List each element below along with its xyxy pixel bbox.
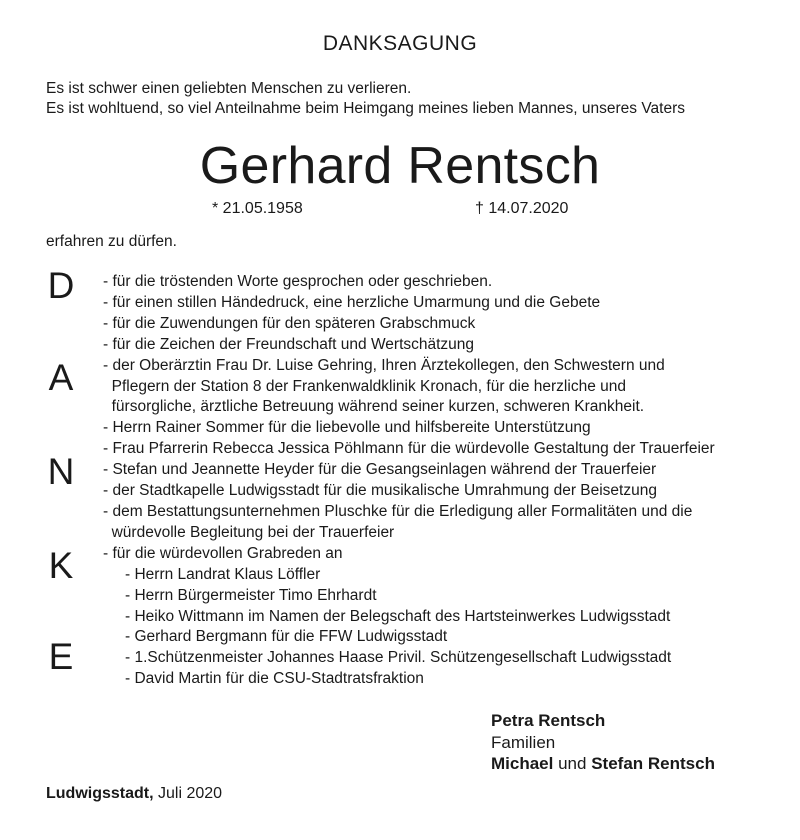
list-item: - für die Zeichen der Freundschaft und Wertschätzung bbox=[103, 335, 475, 353]
list-item: - Frau Pfarrerin Rebecca Jessica Pöhlmann für die würdevolle Gestaltung der Trauerfeier bbox=[103, 440, 715, 458]
list-item: - Herrn Landrat Klaus Löffler bbox=[125, 565, 321, 583]
birth-date: * 21.05.1958 bbox=[212, 200, 303, 217]
list-item: - dem Bestattungsunternehmen Pluschke für die Erledigung aller Formalitäten und die bbox=[103, 502, 693, 520]
page-title: DANKSAGUNG bbox=[322, 32, 478, 55]
thanks-list bbox=[103, 272, 715, 690]
after-name-text: erfahren zu dürfen. bbox=[46, 233, 177, 250]
signature-name-1: Petra Rentsch bbox=[491, 711, 606, 730]
danke-letter-n: N bbox=[47, 451, 75, 492]
list-item: - David Martin für die CSU-Stadtratsfraktion bbox=[125, 670, 424, 688]
list-item: Pflegern der Station 8 der Frankenwaldklinik Kronach, für die herzliche und bbox=[103, 377, 626, 395]
list-item: - für die Zuwendungen für den späteren Grabschmuck bbox=[103, 314, 476, 332]
signature-names-2: Michael und Stefan Rentsch bbox=[491, 754, 715, 773]
signature-families: Familien bbox=[491, 733, 556, 752]
list-item: - Heiko Wittmann im Namen der Belegschaft des Hartsteinwerkes Ludwigsstadt bbox=[125, 607, 671, 625]
intro-line-1: Es ist schwer einen geliebten Menschen zu verlieren. bbox=[46, 80, 412, 97]
list-item: würdevolle Begleitung bei der Trauerfeier bbox=[103, 523, 395, 541]
danke-letter-a: A bbox=[48, 357, 74, 398]
intro-text bbox=[46, 79, 685, 119]
list-item: - 1.Schützenmeister Johannes Haase Privil. Schützengesellschaft Ludwigsstadt bbox=[125, 649, 672, 667]
place-date: Ludwigsstadt, Juli 2020 bbox=[46, 785, 223, 802]
list-item: - für die würdevollen Grabreden an bbox=[103, 544, 343, 562]
list-item: - Stefan und Jeannette Heyder für die Gesangseinlagen während der Trauerfeier bbox=[103, 461, 657, 479]
list-item: - Herrn Bürgermeister Timo Ehrhardt bbox=[125, 586, 377, 604]
danke-letter-k: K bbox=[48, 545, 74, 586]
deceased-name: Gerhard Rentsch bbox=[199, 137, 601, 195]
list-item: - für einen stillen Händedruck, eine herzliche Umarmung und die Gebete bbox=[103, 293, 601, 311]
list-item: fürsorgliche, ärztliche Betreuung während seiner kurzen, schweren Krankheit. bbox=[103, 398, 645, 416]
death-date: † 14.07.2020 bbox=[475, 200, 569, 217]
list-item: - der Oberärztin Frau Dr. Luise Gehring, Ihren Ärztekollegen, den Schwestern und bbox=[103, 356, 665, 374]
list-item: - für die tröstenden Worte gesprochen oder geschrieben. bbox=[103, 273, 493, 290]
danke-letter-d: D bbox=[47, 265, 75, 306]
list-item: - der Stadtkapelle Ludwigsstadt für die musikalische Umrahmung der Beisetzung bbox=[103, 482, 657, 500]
list-item: - Herrn Rainer Sommer für die liebevolle und hilfsbereite Unterstützung bbox=[103, 419, 591, 437]
list-item: - Gerhard Bergmann für die FFW Ludwigsstadt bbox=[125, 628, 448, 646]
intro-line-2: Es ist wohltuend, so viel Anteilnahme beim Heimgang meines lieben Mannes, unseres Vaters bbox=[46, 100, 685, 117]
danke-letter-e: E bbox=[48, 636, 74, 677]
